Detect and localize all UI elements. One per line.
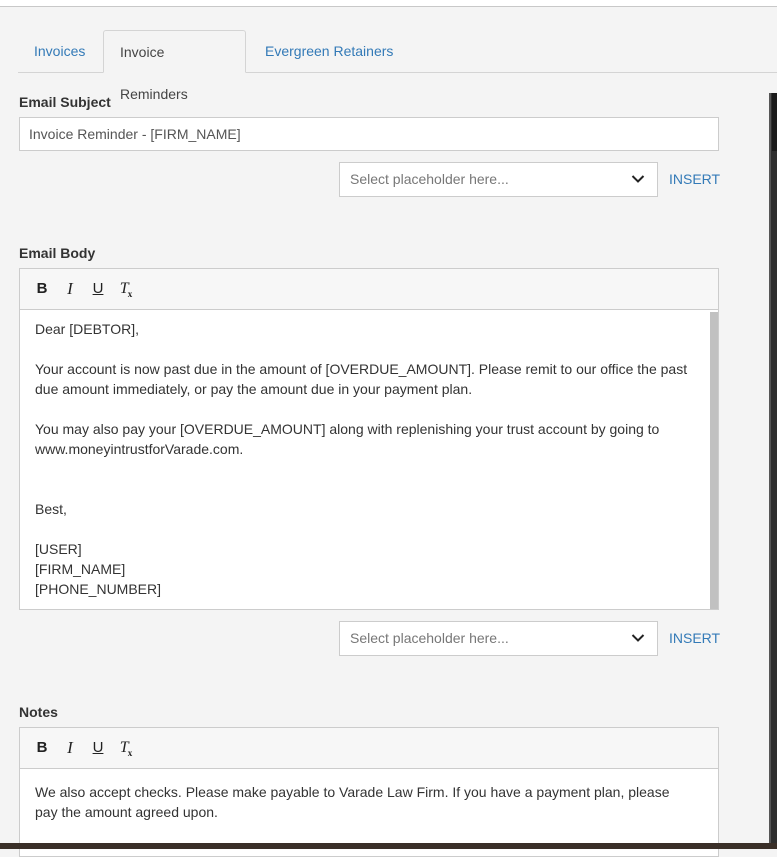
clear-format-button[interactable] <box>116 738 136 758</box>
right-edge-divider <box>769 93 771 849</box>
body-placeholder-select[interactable] <box>339 621 658 656</box>
email-subject-input[interactable]: Invoice Reminder - [FIRM_NAME] <box>19 117 719 151</box>
body-line <box>35 459 695 479</box>
chevron-down-icon <box>631 174 645 184</box>
body-line: Dear [DEBTOR], <box>35 321 139 337</box>
chevron-down-icon <box>631 633 645 643</box>
italic-button[interactable]: I <box>67 279 73 298</box>
bottom-taskbar-edge <box>0 843 777 849</box>
body-line <box>35 399 695 419</box>
clear-format-icon: T <box>119 739 129 756</box>
tab-invoices[interactable]: Invoices <box>34 43 86 59</box>
body-line <box>35 519 695 539</box>
notes-content[interactable] <box>35 782 695 822</box>
underline-button[interactable]: U <box>92 739 104 756</box>
email-subject-label: Email Subject <box>19 94 111 110</box>
body-line: [PHONE_NUMBER] <box>35 581 162 597</box>
body-line: [FIRM_NAME] <box>35 561 126 577</box>
right-edge-strip <box>772 93 777 151</box>
body-line <box>35 339 695 359</box>
bold-button[interactable]: B <box>36 739 48 756</box>
email-body-editor[interactable] <box>19 268 719 610</box>
email-body-label: Email Body <box>19 245 96 261</box>
body-line: You may also pay your [OVERDUE_AMOUNT] along with replenishing your trust account by going to www.moneyintrustforVarade.com. <box>35 421 660 457</box>
email-body-scrollbar[interactable] <box>710 312 718 609</box>
notes-editor[interactable] <box>19 727 719 857</box>
clear-format-button[interactable] <box>116 279 136 299</box>
email-body-toolbar <box>20 269 718 310</box>
notes-toolbar <box>20 728 718 769</box>
notes-text: We also accept checks. Please make payable to Varade Law Firm. If you have a payment plan, please pay the amount agreed upon. <box>35 784 670 820</box>
body-line: [USER] <box>35 541 82 557</box>
tab-evergreen-retainers[interactable]: Evergreen Retainers <box>265 43 394 59</box>
clear-format-icon-sub: x <box>127 289 133 300</box>
italic-button[interactable]: I <box>67 738 73 757</box>
clear-format-icon-sub: x <box>127 748 133 759</box>
body-line: Best, <box>35 501 67 517</box>
notes-label: Notes <box>19 704 58 720</box>
body-insert-button[interactable]: INSERT <box>669 630 721 646</box>
body-line <box>35 479 695 499</box>
subject-placeholder-select[interactable] <box>339 162 658 197</box>
body-line: Your account is now past due in the amount of [OVERDUE_AMOUNT]. Please remit to our office the past due amount immediately, or pay the amount due in your payment plan. <box>35 361 688 397</box>
underline-button[interactable]: U <box>92 280 104 297</box>
email-body-content[interactable] <box>35 319 695 599</box>
tab-invoice-reminders[interactable]: Invoice Reminders <box>103 30 246 73</box>
subject-placeholder-select-text: Select placeholder here... <box>350 171 509 187</box>
body-placeholder-select-text: Select placeholder here... <box>350 630 509 646</box>
bold-button[interactable]: B <box>36 280 48 297</box>
subject-insert-button[interactable]: INSERT <box>669 171 721 187</box>
window-top-border <box>0 0 777 7</box>
clear-format-icon: T <box>119 280 129 297</box>
